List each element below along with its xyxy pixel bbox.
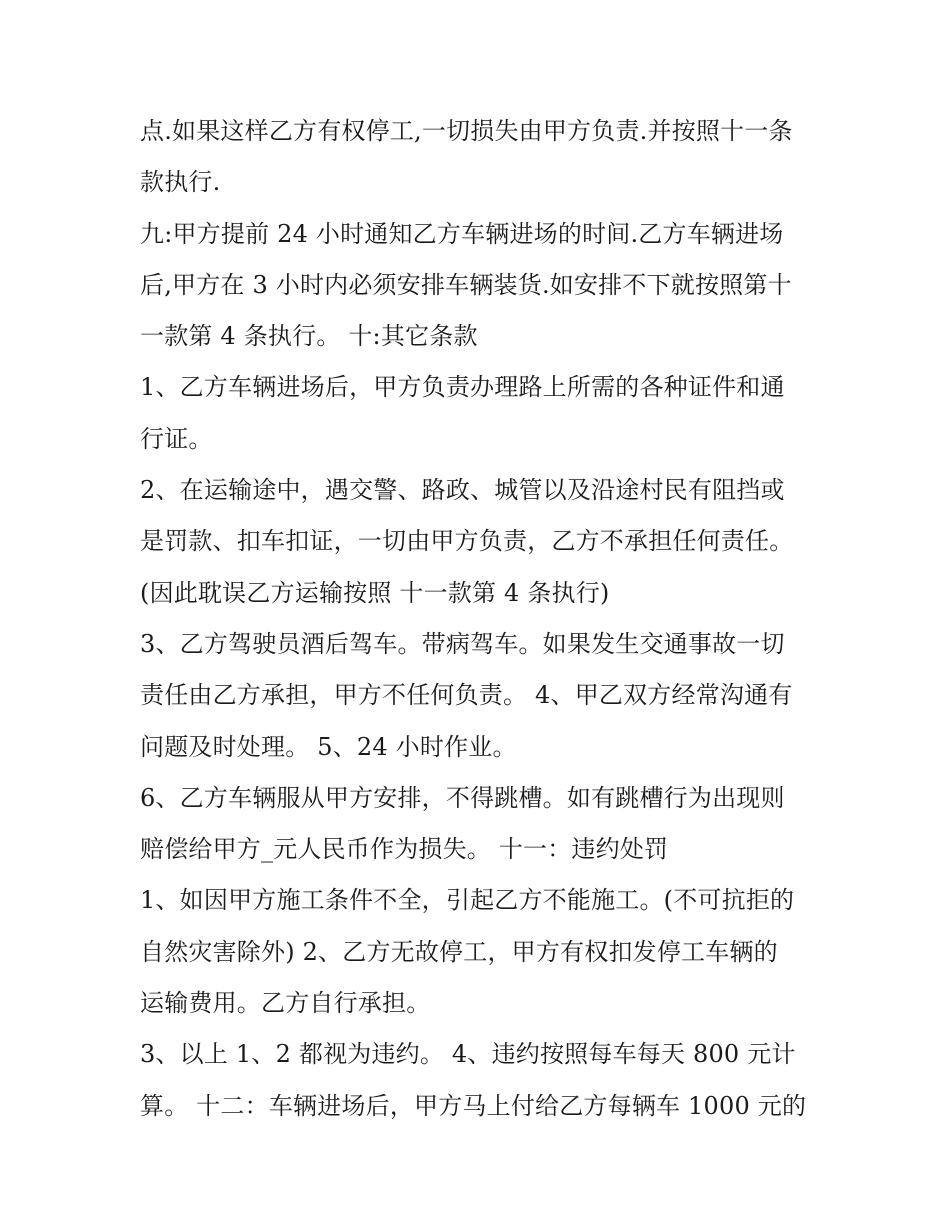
text-line: 6、乙方车辆服从甲方安排，不得跳槽。如有跳槽行为出现则 [140,783,785,812]
text-line: 自然灾害除外) 2、乙方无故停工，甲方有权扣发停工车辆的 [140,937,778,966]
text-line: 赔偿给甲方_元人民币作为损失。 十一：违约处罚 [140,835,669,864]
document-body [140,106,820,1132]
text-line: 3、乙方驾驶员酒后驾车。带病驾车。如果发生交通事故一切 [140,629,785,658]
text-line: (因此耽误乙方运输按照 十一款第 4 条执行) [140,578,610,607]
text-line: 责任由乙方承担，甲方不任何负责。 4、甲乙双方经常沟通有 [140,681,793,710]
text-line: 算。 十二：车辆进场后，甲方马上付给乙方每辆车 1000 元的 [140,1091,807,1120]
text-line: 运输费用。乙方自行承担。 [140,989,431,1018]
text-line: 是罚款、扣车扣证，一切由甲方负责，乙方不承担任何责任。 [140,527,794,556]
text-line: 3、以上 1、2 都视为违约。 4、违约按照每车每天 800 元计 [140,1040,796,1069]
text-line: 问题及时处理。 5、24 小时作业。 [140,732,517,761]
text-line: 点.如果这样乙方有权停工,一切损失由甲方负责.并按照十一条 [140,117,793,145]
text-line: 1、如因甲方施工条件不全，引起乙方不能施工。(不可抗拒的 [140,886,795,915]
text-line: 款执行. [140,168,221,197]
text-line: 后,甲方在 3 小时内必须安排车辆装货.如安排不下就按照第十 [140,270,792,299]
text-line: 1、乙方车辆进场后，甲方负责办理路上所需的各种证件和通 [140,373,785,402]
text-line: 九:甲方提前 24 小时通知乙方车辆进场的时间.乙方车辆进场 [140,219,784,248]
text-line: 2、在运输途中，遇交警、路政、城管以及沿途村民有阻挡或 [140,476,785,505]
text-line: 行证。 [140,424,213,453]
text-line: 一款第 4 条执行。 十:其它条款 [140,322,478,351]
